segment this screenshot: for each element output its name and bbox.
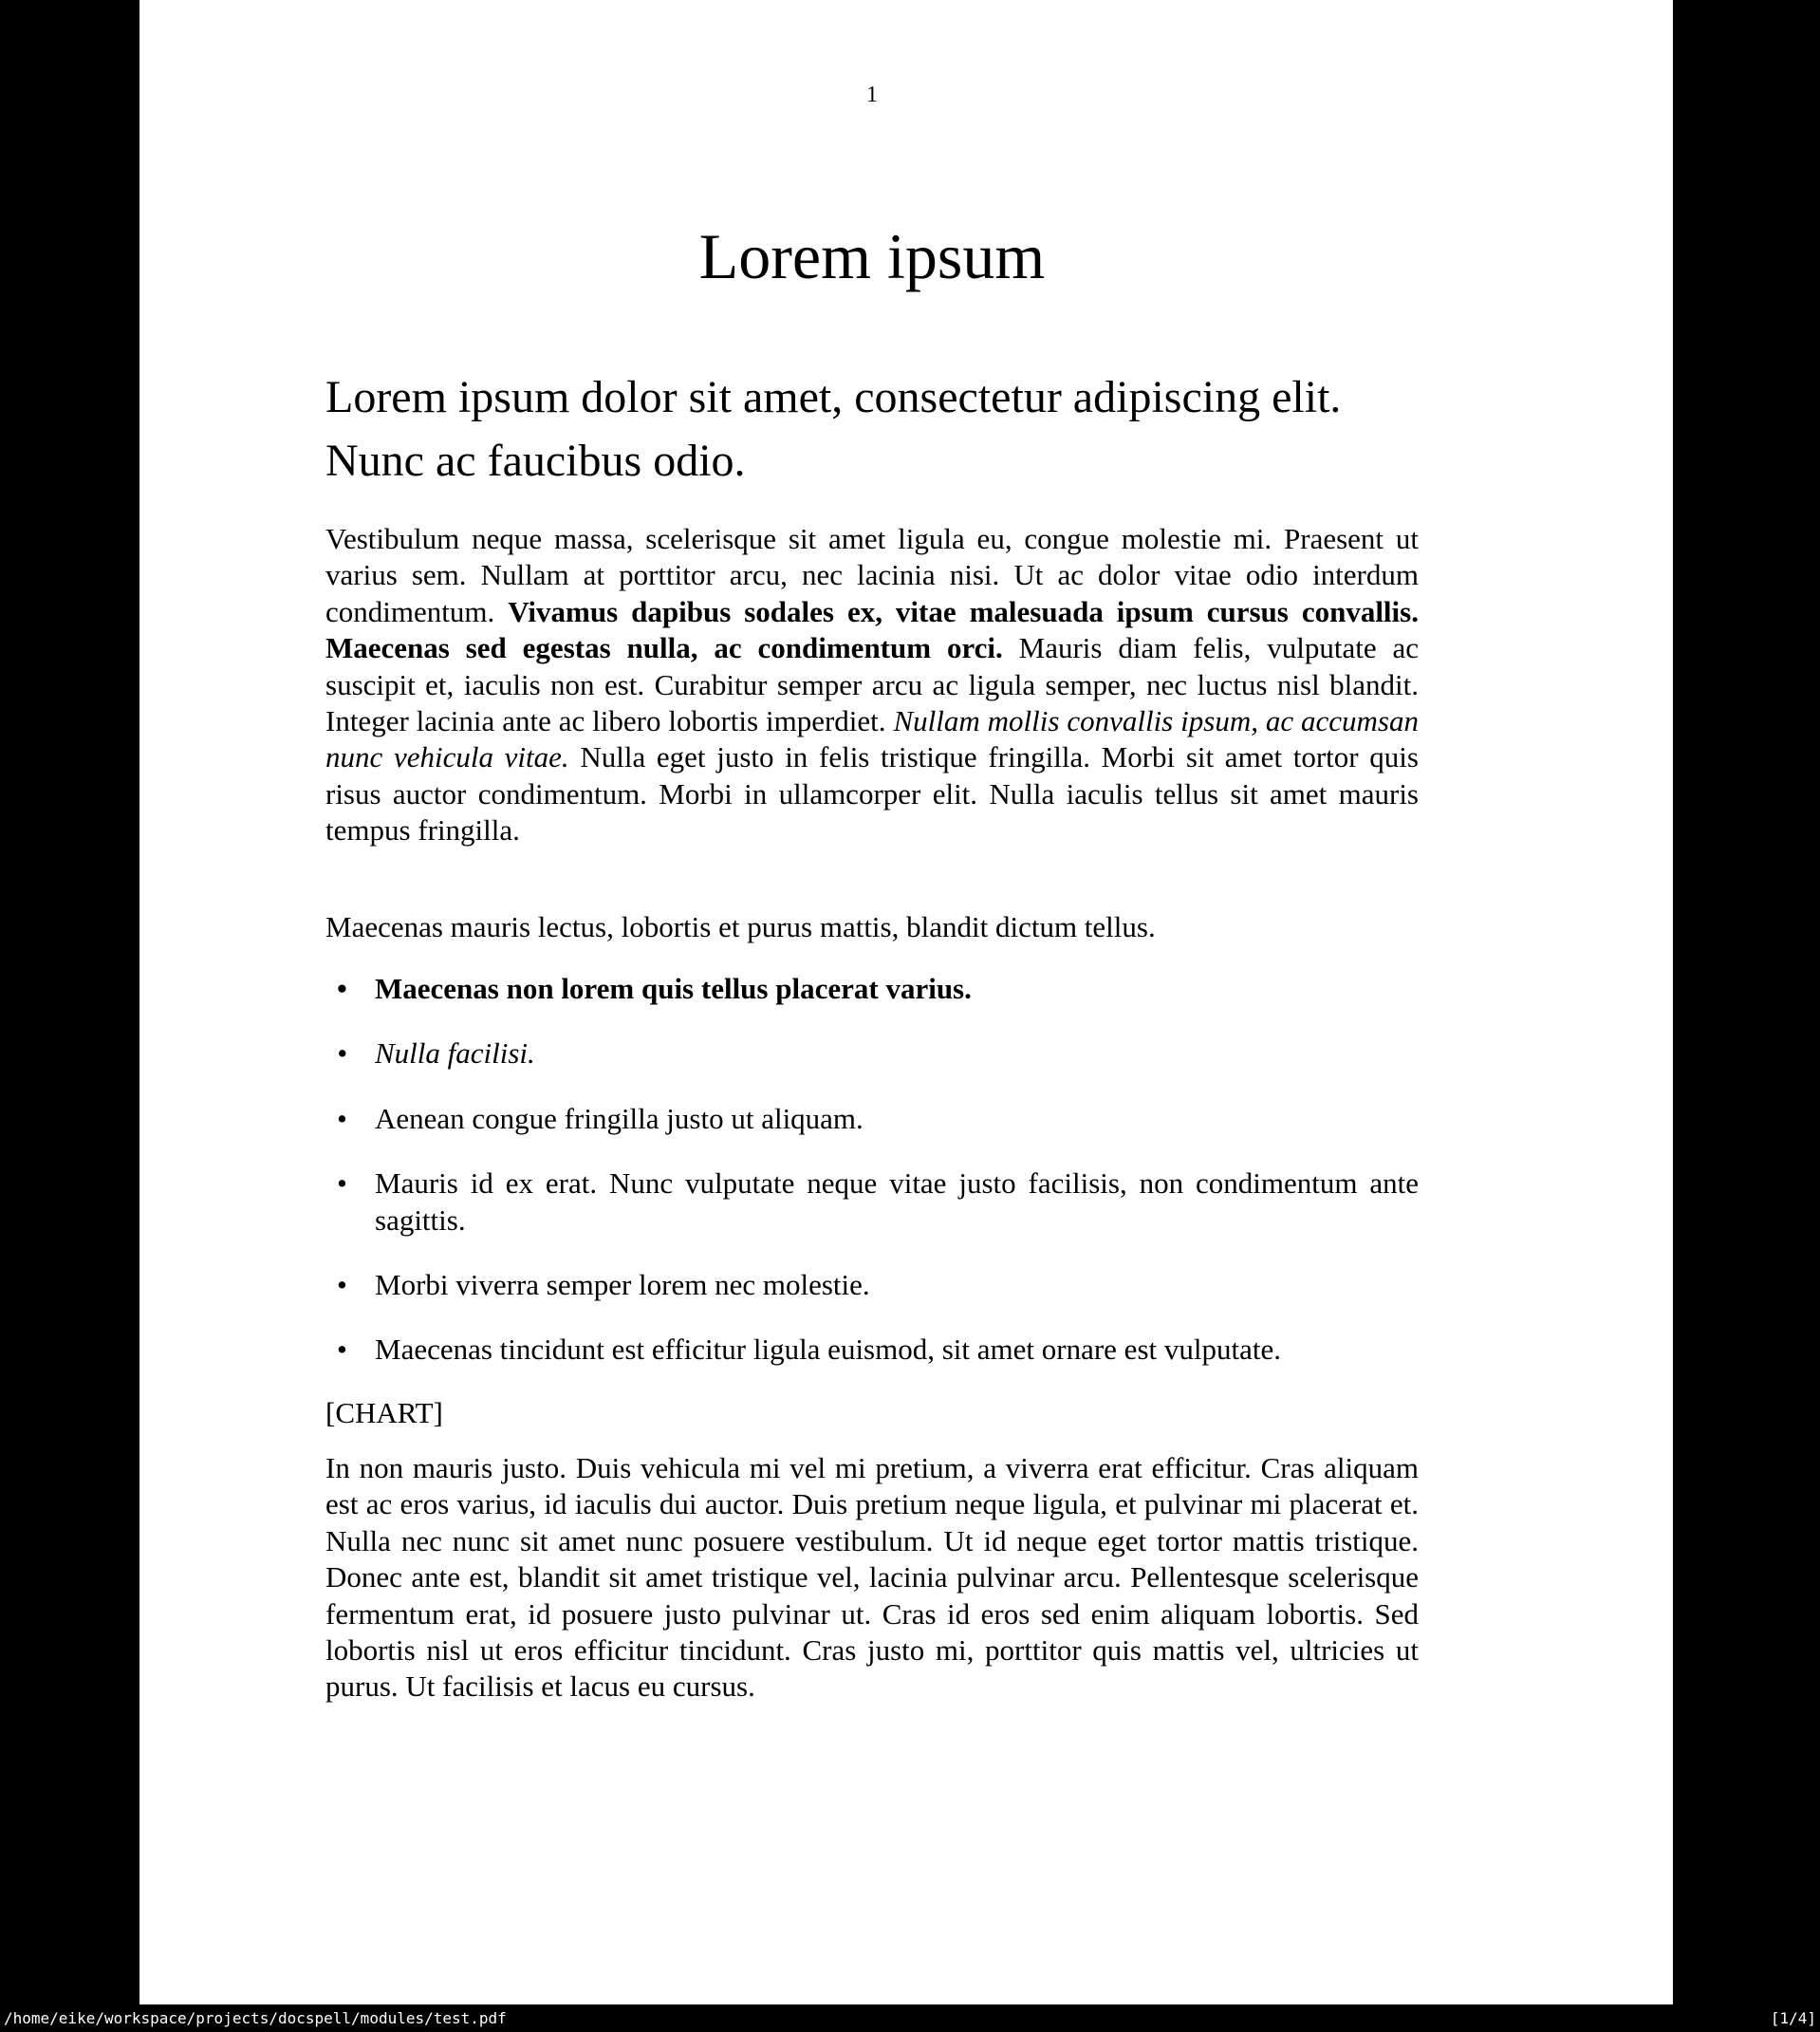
text-run: Mauris diam felis, vulputate ac suscipit et, iaculis non est. Curabitur semper arcu ac ligula semper, nec luctus nisl blandit. Integer lacinia ante ac libero lobortis imperdiet. — [325, 631, 1419, 738]
italic-text-run: Nullam mollis convallis ipsum, ac accumsan nunc vehicula vitae. — [325, 704, 1419, 774]
bold-text-run: Vivamus dapibus sodales ex, vitae malesuada ipsum cursus convallis. Maecenas sed egestas nulla, ac condimentum orci. — [325, 594, 1419, 665]
chart-placeholder: [CHART] — [325, 1396, 443, 1429]
list-item: • Maecenas non lorem quis tellus placerat varius. — [325, 971, 1419, 1007]
paragraph-2: Maecenas mauris lectus, lobortis et purus mattis, blandit dictum tellus. — [325, 910, 1156, 943]
status-bar — [0, 2004, 1820, 2032]
list-item: • Nulla facilisi. — [325, 1035, 1419, 1072]
page-indicator: [1/4] — [1770, 2009, 1816, 2027]
document-title: Lorem ipsum — [698, 220, 1046, 292]
text-run: Vestibulum neque massa, scelerisque sit amet ligula eu, congue molestie mi. Praesent ut varius sem. Nullam at porttitor arcu, nec lacinia nisi. Ut ac dolor vitae odio interdum condimentum. — [325, 522, 1419, 628]
pdf-page — [139, 0, 1673, 2004]
page-number: 1 — [866, 83, 878, 107]
list-item: • Mauris id ex erat. Nunc vulputate neque vitae justo facilisis, non condimentum ante sagittis. — [325, 1165, 1419, 1239]
paragraph-1 — [325, 521, 1419, 849]
file-path: /home/eike/workspace/projects/docspell/modules/test.pdf — [4, 2009, 507, 2027]
paragraph-3: In non mauris justo. Duis vehicula mi vel mi pretium, a viverra erat efficitur. Cras aliquam est ac eros varius, id iaculis dui auctor. Duis pretium neque ligula, et pulvinar mi placerat et. Nulla nec nunc sit amet nunc posuere vestibulum. Ut id neque eget tortor mattis tristique. Donec ante est, blandit sit amet tristique vel, lacinia pulvinar arcu. Pellentesque scelerisque fermentum erat, id posuere justo pulvinar ut. Cras id eros sed enim aliquam lobortis. Sed lobortis nisl ut eros efficitur tincidunt. Cras justo mi, porttitor quis mattis vel, ultricies ut purus. Ut facilisis et lacus eu cursus. — [325, 1451, 1419, 1704]
list-item: • Aenean congue fringilla justo ut aliquam. — [325, 1101, 1419, 1137]
text-run: Nulla eget justo in felis tristique fringilla. Morbi sit amet tortor quis risus auctor condimentum. Morbi in ullamcorper elit. Nulla iaculis tellus sit amet mauris tempus fringilla. — [325, 740, 1419, 848]
section-heading: Lorem ipsum dolor sit amet, consectetur adipiscing elit. Nunc ac faucibus odio. — [325, 372, 1342, 486]
list-item: • Morbi viverra semper lorem nec molestie. — [325, 1267, 1419, 1303]
bullet-list — [325, 971, 1419, 1397]
list-item: • Maecenas tincidunt est efficitur ligula euismod, sit amet ornare est vulputate. — [325, 1332, 1419, 1368]
